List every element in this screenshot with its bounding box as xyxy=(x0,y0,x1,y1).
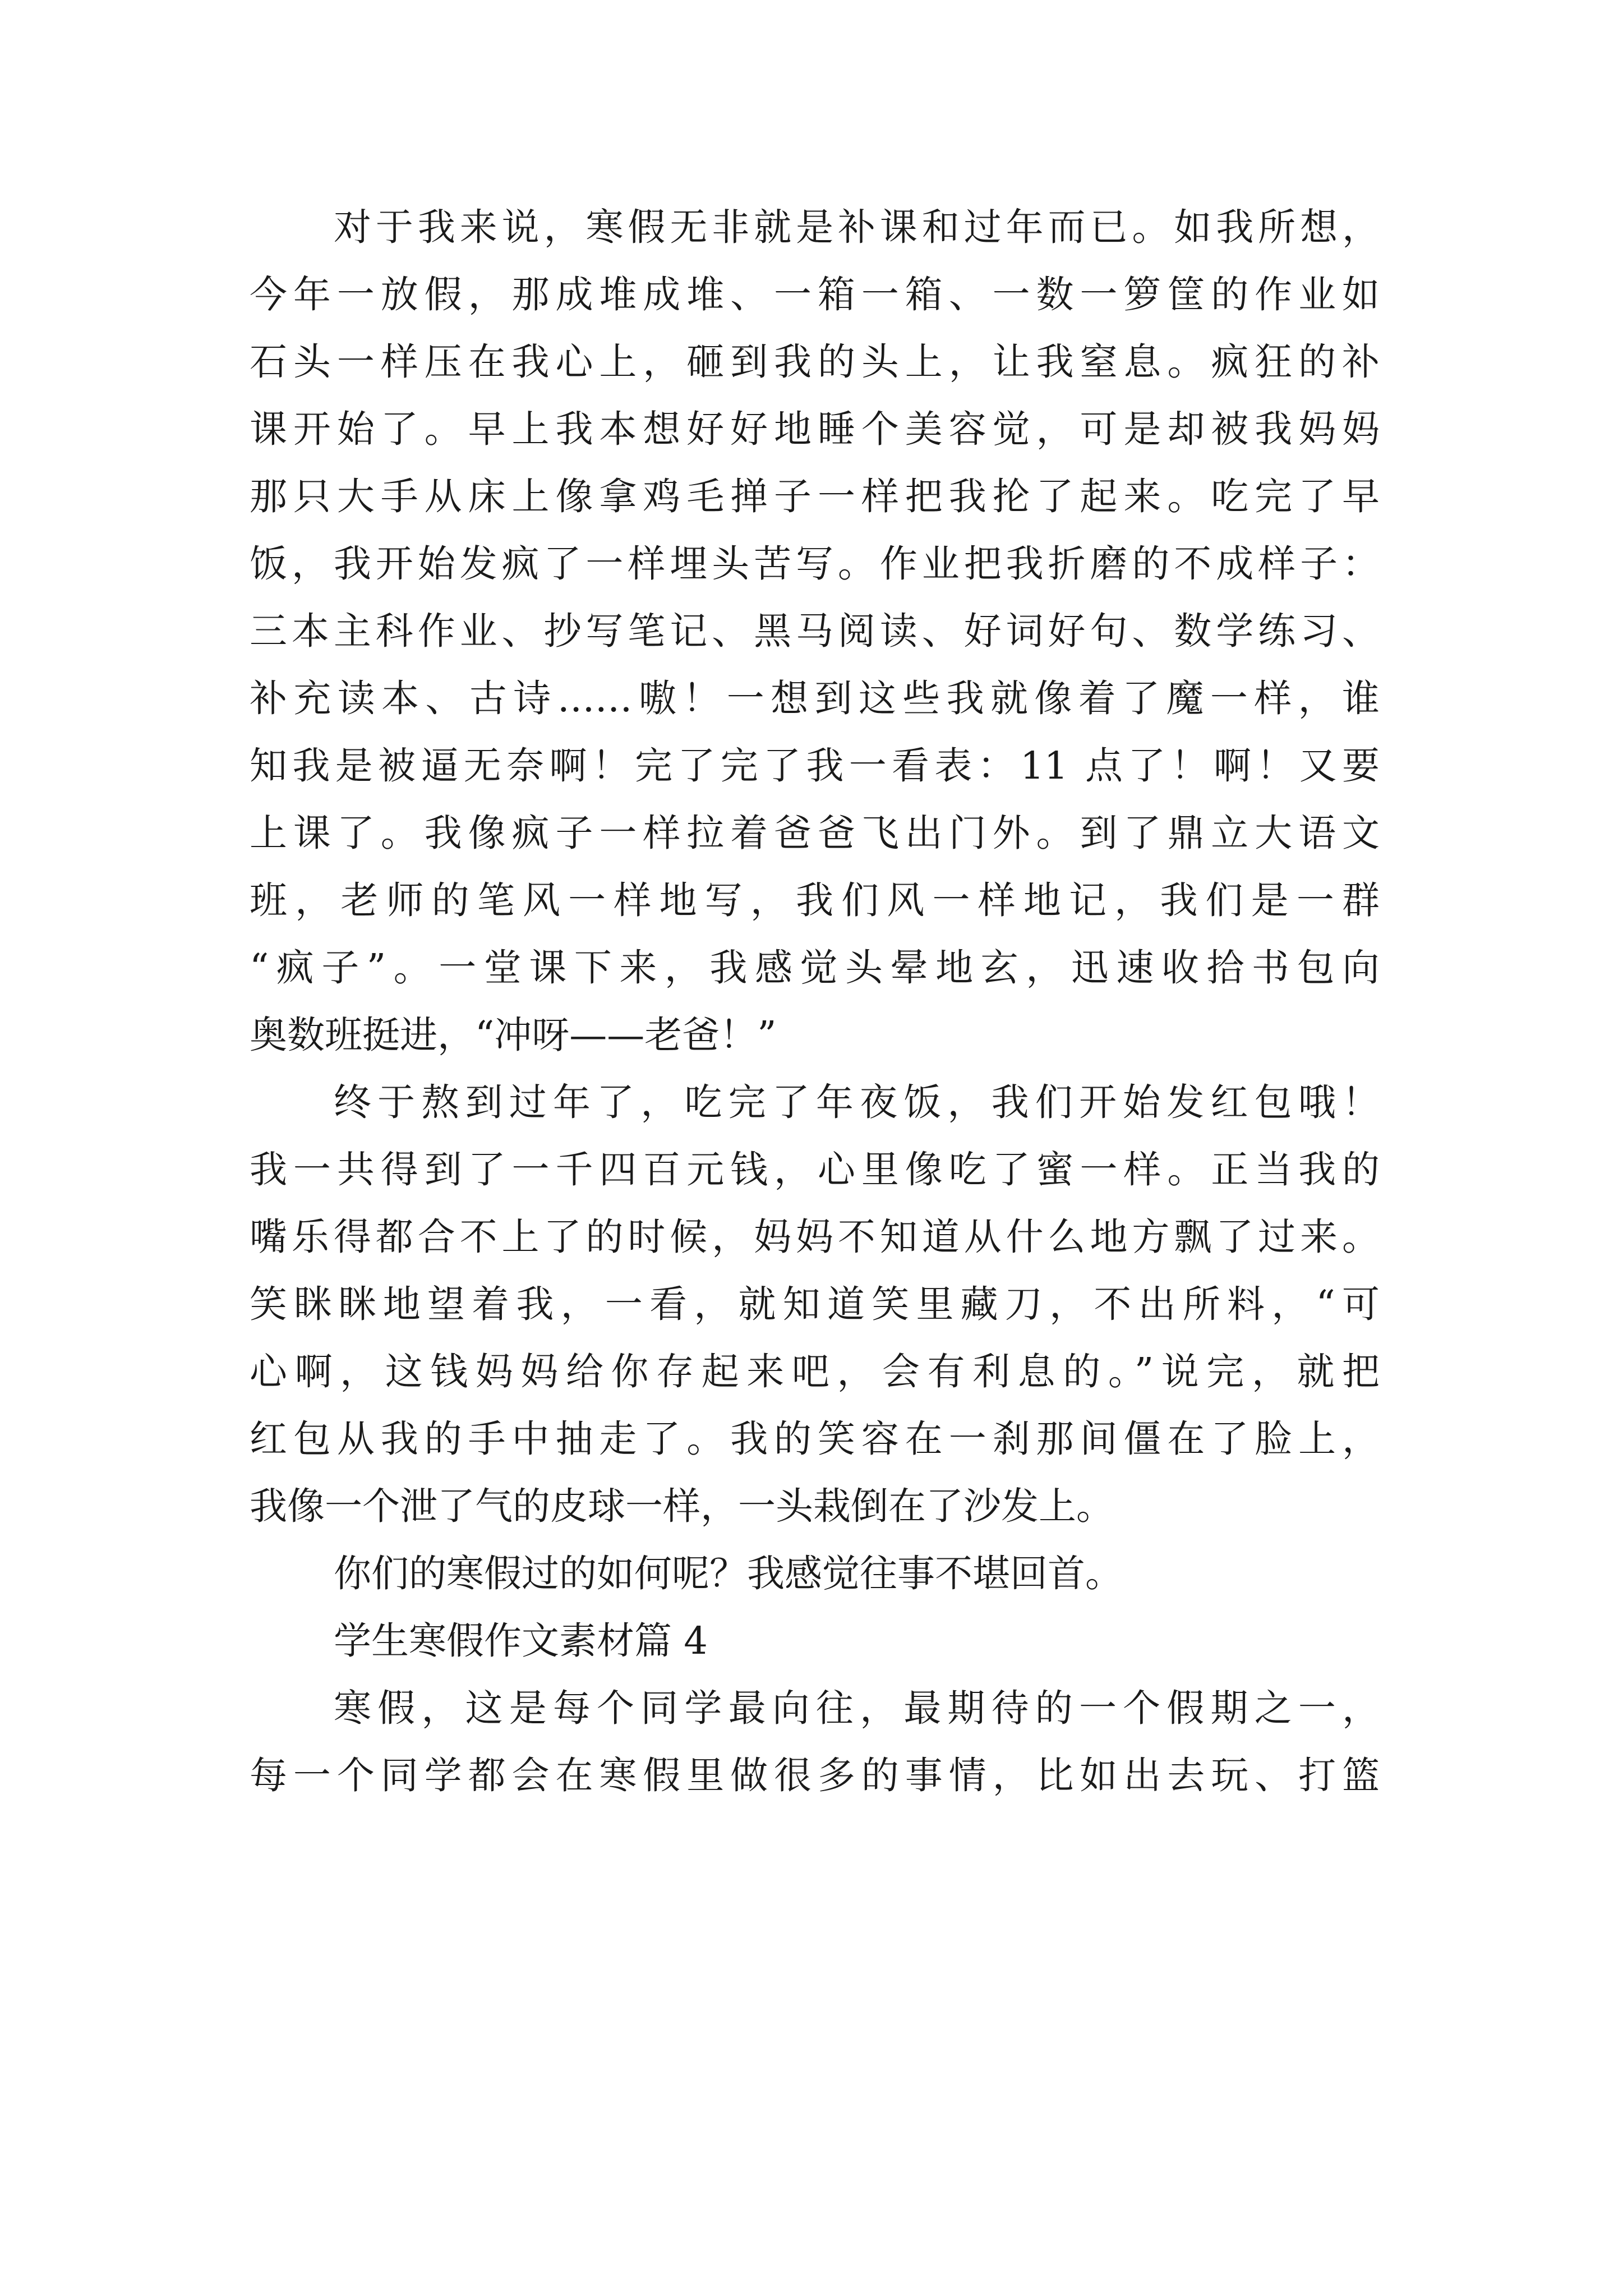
text-line: 嘴乐得都合不上了的时候，妈妈不知道从什么地方飘了过来。 xyxy=(250,1215,1380,1259)
text-line: 上课了。我像疯子一样拉着爸爸飞出门外。到了鼎立大语文 xyxy=(250,811,1380,855)
text-line: 知我是被逼无奈啊！完了完了我一看表：11 点了！啊！又要 xyxy=(250,744,1380,788)
paragraph xyxy=(250,194,1380,1069)
paragraph xyxy=(250,1540,1380,1607)
text-line: 补充读本、古诗……嗷！一想到这些我就像着了魔一样，谁 xyxy=(250,677,1380,720)
text-line: 心啊，这钱妈妈给你存起来吧，会有利息的。”说完，就把 xyxy=(250,1350,1380,1393)
text-line: 寒假，这是每个同学最向往，最期待的一个假期之一， xyxy=(334,1686,1380,1730)
text-line: 饭，我开始发疯了一样埋头苦写。作业把我折磨的不成样子： xyxy=(250,542,1380,586)
section-heading xyxy=(250,1607,1380,1674)
heading-text: 学生寒假作文素材篇 4 xyxy=(334,1619,708,1663)
text-line: 石头一样压在我心上，砸到我的头上，让我窒息。疯狂的补 xyxy=(250,340,1380,384)
text-line: 今年一放假，那成堆成堆、一箱一箱、一数一箩筐的作业如 xyxy=(250,273,1380,316)
paragraph xyxy=(250,1069,1380,1540)
text-line: 那只大手从床上像拿鸡毛掸子一样把我抡了起来。吃完了早 xyxy=(250,475,1380,518)
text-line: 每一个同学都会在寒假里做很多的事情，比如出去玩、打篮 xyxy=(250,1754,1380,1797)
text-line: 课开始了。早上我本想好好地睡个美容觉，可是却被我妈妈 xyxy=(250,407,1380,451)
text-line: 三本主科作业、抄写笔记、黑马阅读、好词好句、数学练习、 xyxy=(250,609,1380,653)
text-line: 红包从我的手中抽走了。我的笑容在一刹那间僵在了脸上， xyxy=(250,1417,1380,1461)
text-line: 班，老师的笔风一样地写，我们风一样地记，我们是一群 xyxy=(250,878,1380,922)
text-line: 我一共得到了一千四百元钱，心里像吃了蜜一样。正当我的 xyxy=(250,1148,1380,1191)
text-line: 笑眯眯地望着我，一看，就知道笑里藏刀，不出所料，“可 xyxy=(250,1282,1380,1326)
paragraph xyxy=(250,1674,1380,1809)
text-line: 奥数班挺进，“冲呀——老爸！” xyxy=(250,1013,777,1057)
document-body xyxy=(250,194,1380,1809)
text-line: 你们的寒假过的如何呢？我感觉往事不堪回首。 xyxy=(334,1552,1123,1595)
text-line: 对于我来说，寒假无非就是补课和过年而已。如我所想， xyxy=(334,205,1380,249)
text-line: “疯子”。一堂课下来，我感觉头晕地玄，迅速收拾书包向 xyxy=(250,946,1380,990)
text-line: 终于熬到过年了，吃完了年夜饭，我们开始发红包哦！ xyxy=(334,1080,1380,1124)
text-line: 我像一个泄了气的皮球一样，一头栽倒在了沙发上。 xyxy=(250,1484,1114,1528)
